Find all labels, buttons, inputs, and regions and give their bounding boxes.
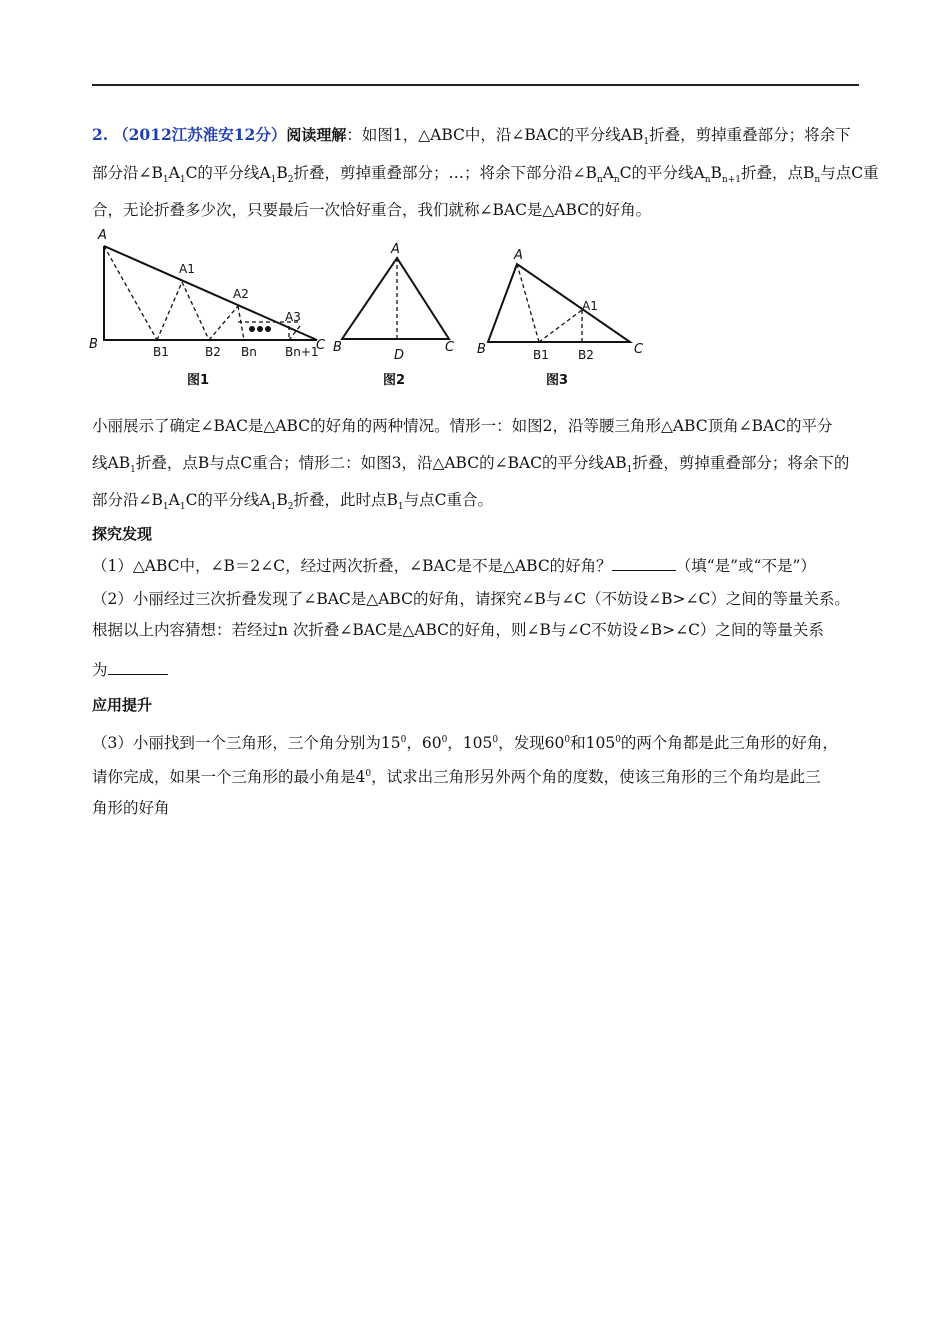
fig1-label-Bn1: Bn+1 (285, 345, 319, 359)
fig2-label-C: C (445, 340, 455, 355)
fig3-label-A1: A1 (582, 299, 598, 313)
fig3-label-B2: B2 (578, 348, 594, 362)
para2-line-3: 部分沿$\angle B_1A_1C$的平分线$A_1B_2$折叠，此时点$B_1$与点C重合。 (92, 491, 493, 513)
fig3-label-B: B (477, 342, 486, 357)
fig2-label-B: B (333, 340, 342, 355)
fig2-label-D: D (394, 348, 405, 363)
fig2-caption: 图2 (383, 373, 406, 388)
header-rule (92, 84, 859, 86)
fig1-label-A1: A1 (179, 262, 195, 276)
intro-line-1: 2. （2012江苏淮安12分）阅读理解：如图1，△ABC中，沿∠BAC的平分线$AB_1$折叠，剪掉重叠部分；将余下 (92, 125, 851, 148)
figure-group (85, 222, 665, 397)
question-3-line-1: （3）小丽找到一个三角形，三个角分别为$15^0$，$60^0$，$105^0$，发现$60^0$和$105^0$的两个角都是此三角形的好角， (92, 734, 838, 753)
para2-line-2: 线$AB_1$折叠，点B与点C重合；情形二：如图3，沿△ABC的∠BAC的平分线$AB_1$折叠，剪掉重叠部分；将余下的 (92, 454, 850, 476)
section-heading-apply: 应用提升 (92, 696, 153, 714)
question-2-line-2: 根据以上内容猜想：若经过n 次折叠∠BAC是△ABC的好角，则∠B与∠C不妨设∠B>∠C）之间的等量关系 (92, 621, 824, 639)
question-2-line-3: 为 (92, 660, 168, 680)
para2-line-1: 小丽展示了确定∠BAC是△ABC的好角的两种情况。情形一：如图2，沿等腰三角形△ABC顶角∠BAC的平分 (92, 417, 833, 435)
section-heading-explore: 探究发现 (92, 525, 153, 543)
fig3-label-C: C (634, 342, 644, 357)
fig1-label-A2: A2 (233, 287, 249, 301)
problem-title: 阅读理解 (286, 126, 347, 144)
question-3-line-2: 请你完成，如果一个三角形的最小角是$4^0$，试求出三角形另外两个角的度数，使该三角形的三个角均是此三 (92, 768, 821, 787)
fig1-caption: 图1 (187, 373, 210, 388)
fig3-label-A: A (514, 248, 523, 263)
problem-number: 2. (92, 125, 109, 144)
fig1-label-B: B (89, 337, 98, 352)
figure-2 (342, 258, 449, 339)
fig1-label-B1: B1 (153, 345, 169, 359)
fig1-label-C: C (316, 338, 326, 353)
question-3-line-3: 角形的好角 (92, 799, 170, 817)
question-2-line-1: （2）小丽经过三次折叠发现了∠BAC是△ABC的好角，请探究∠B与∠C（不妨设∠B>∠C）之间的等量关系。 (92, 590, 850, 608)
fig1-label-A3: A3 (285, 310, 301, 324)
fig3-caption: 图3 (546, 373, 569, 388)
figure-3 (488, 264, 630, 342)
question-1: （1）△ABC中，∠B＝2∠C，经过两次折叠，∠BAC是不是△ABC的好角？ （填“是”或“不是”） (92, 557, 816, 575)
answer-blank-1[interactable] (612, 556, 676, 571)
fig3-label-B1: B1 (533, 348, 549, 362)
fig1-label-Bn: Bn (241, 345, 257, 359)
intro-line-3: 合，无论折叠多少次，只要最后一次恰好重合，我们就称∠BAC是△ABC的好角。 (92, 201, 652, 219)
figure-1 (104, 246, 317, 340)
answer-blank-2[interactable] (108, 660, 168, 675)
problem-source: （2012江苏淮安12分） (113, 125, 287, 144)
fig2-label-A: A (391, 242, 400, 257)
intro-line-2: 部分沿$\angle B_1A_1C$的平分线$A_1B_2$折叠，剪掉重叠部分；…；将余下部分沿$\angle B_nA_nC$的平分线$A_nB_{n+1}$折叠，点$B_n$与点C重 (92, 164, 879, 186)
fig1-label-B2: B2 (205, 345, 221, 359)
fig1-label-A: A (98, 228, 107, 243)
